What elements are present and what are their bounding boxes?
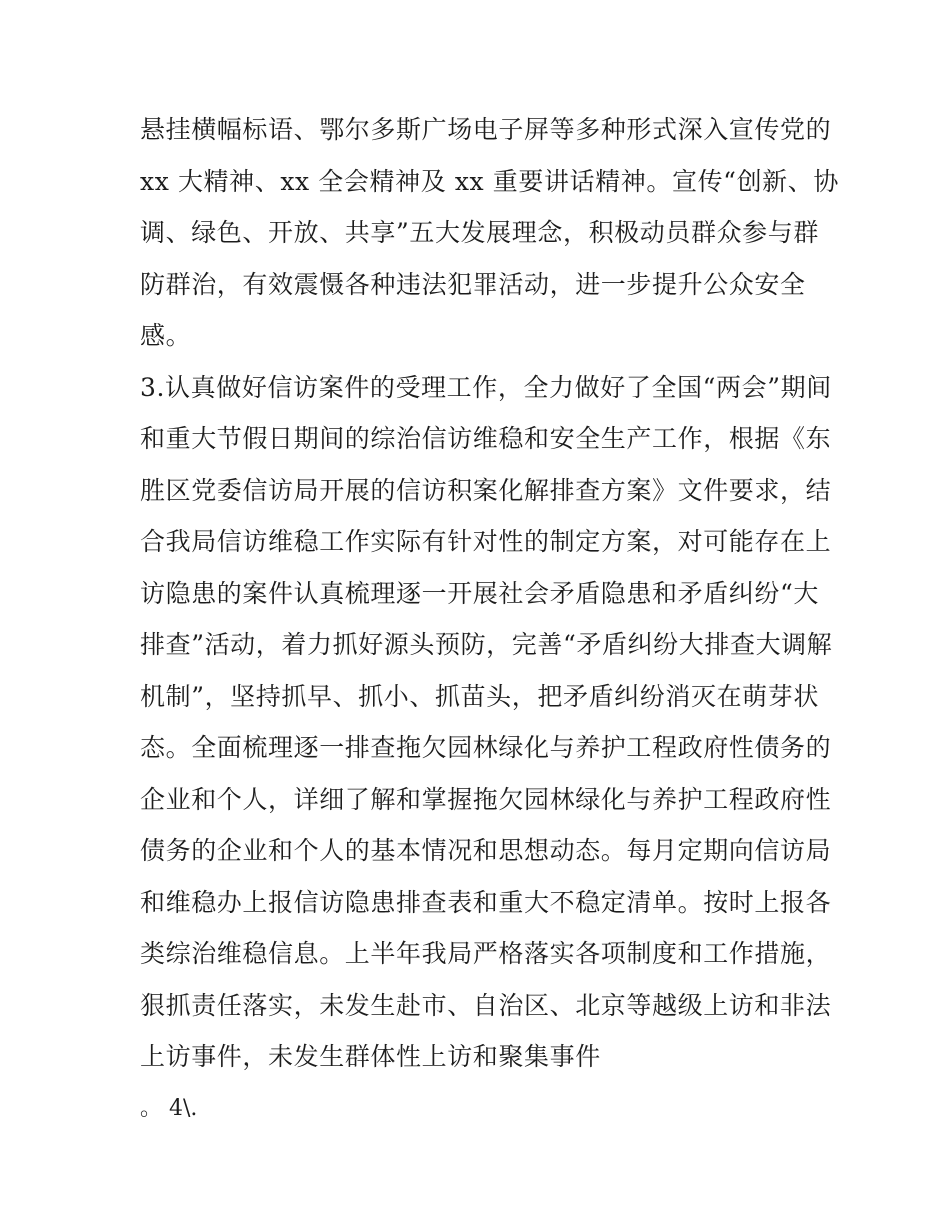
text-line: 合我局信访维稳工作实际有针对性的制定方案，对可能存在上 (140, 527, 832, 556)
text-line: 类综治维稳信息。上半年我局严格落实各项制度和工作措施， (140, 939, 832, 968)
text-line: 企业和个人，详细了解和掌握拖欠园林绿化与养护工程政府性 (140, 784, 832, 814)
section-3-first-line: 3.认真做好信访案件的受理工作，全力做好了全国“两会”期间 (140, 372, 832, 402)
text-line: 机制”，坚持抓早、抓小、抓苗头，把矛盾纠纷消灭在萌芽状 (140, 681, 819, 711)
text-line: 感。 (140, 321, 192, 350)
text-line: 债务的企业和个人的基本情况和思想动态。每月定期向信访局 (140, 836, 832, 865)
document-body (140, 104, 839, 1134)
text-line: 狠抓责任落实，未发生赴市、自治区、北京等越级上访和非法 (140, 990, 832, 1020)
text-line: 胜区党委信访局开展的信访积案化解排查方案》文件要求，结 (140, 475, 832, 505)
section-4-heading-fragment: 。 4\. (140, 1095, 198, 1121)
text-line: 和维稳办上报信访隐患排查表和重大不稳定清单。按时上报各 (140, 887, 832, 917)
text-line: xx 大精神、xx 全会精神及 xx 重要讲话精神。宣传“创新、协 (140, 166, 839, 196)
text-line: 访隐患的案件认真梳理逐一开展社会矛盾隐患和矛盾纠纷“大 (140, 578, 819, 608)
text-line: 调、绿色、开放、共享”五大发展理念，积极动员群众参与群 (140, 218, 819, 247)
text-line: 上访事件，未发生群体性上访和聚集事件 (140, 1042, 601, 1071)
text-line: 悬挂横幅标语、鄂尔多斯广场电子屏等多种形式深入宣传党的 (140, 115, 832, 144)
text-line: 排查”活动，着力抓好源头预防，完善“矛盾纠纷大排查大调解 (140, 630, 833, 659)
text-line: 防群治，有效震慑各种违法犯罪活动，进一步提升公众安全 (140, 269, 806, 299)
text-line: 和重大节假日期间的综治信访维稳和安全生产工作，根据《东 (140, 424, 832, 453)
text-line: 态。全面梳理逐一排查拖欠园林绿化与养护工程政府性债务的 (140, 733, 832, 762)
